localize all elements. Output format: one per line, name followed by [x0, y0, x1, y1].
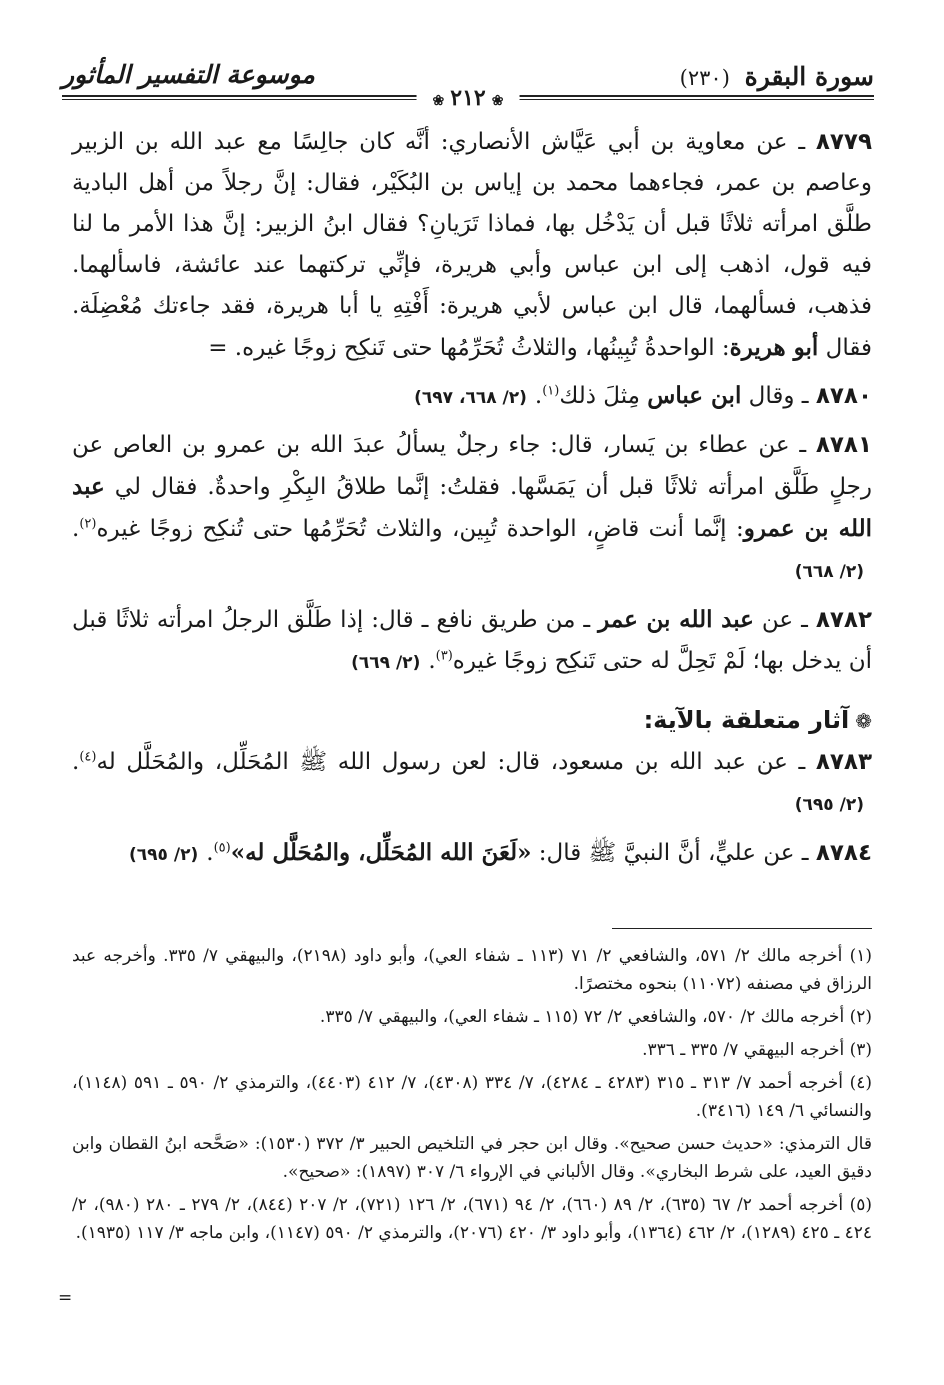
volume-reference: (٢/ ٦٦٩) [351, 653, 421, 673]
narration-8784 [72, 832, 872, 876]
sura-title: سورة البقرة [744, 62, 874, 91]
footnote-mark: (٤) [849, 1073, 872, 1093]
flower-icon: ❁ [855, 709, 872, 733]
footnote-4 [72, 1069, 872, 1125]
narration-8780 [72, 375, 872, 419]
footnote-5 [72, 1191, 872, 1247]
narration-text: ـ عن عبد الله بن مسعود، قال: لعن رسول الله ﷺ المُحَلِّل، والمُحَلَّل له [96, 749, 816, 775]
narration-text: : الواحدةُ تُبِينُها، والثلاثُ تُحَرِّمُها حتى تَنكِح زوجًا غيره. = [208, 335, 730, 361]
narration-text: ـ عن معاوية بن أبي عَيَّاش الأنصاري: أنَّه كان جالِسًا مع عبد الله بن الزبير وعاصم بن عمر، فجاءهما محمد بن إياس بن البُكَيْر، فقال: إنَّ رجلاً من أهل البادية طلَّق امرأته ثلاثًا قبل أن يَدْخُل بها، فماذا تَرَيانِ؟ فقال ابنُ الزبير: إنَّ هذا الأمر ما لنا فيه قول، اذهب إلى ابن عباس وأبي هريرة، فإنِّي تركتهما عند عائشة، فاسألهما. فذهب، فسألهما، قال ابن عباس لأبي هريرة: أَفْتِهِ يا أبا هريرة، فقد جاءتك مُعْضِلَة. فقال [72, 129, 872, 361]
footnote-marker[interactable]: (٤) [79, 749, 97, 765]
page-number-box [417, 85, 520, 111]
narration-8781 [72, 425, 872, 593]
footnote-mark: (١) [849, 946, 872, 966]
narration-number: ٨٧٨٠ [815, 383, 872, 409]
ornament-icon: ❀ [491, 93, 504, 109]
narration-number: ٨٧٧٩ [815, 129, 872, 155]
narration-text: ـ عن [753, 607, 816, 633]
footnote-separator [612, 928, 872, 929]
section-heading [72, 706, 872, 734]
narrator-name: أبو هريرة [729, 334, 819, 361]
footnote-marker[interactable]: (٥) [213, 840, 231, 856]
footnote-marker[interactable]: (١) [542, 383, 560, 399]
footnote-mark: (٢) [849, 1007, 872, 1027]
running-header [62, 52, 874, 112]
narration-text: ـ عن عليٍّ، أنَّ النبيَّ ﷺ قال: [531, 840, 816, 866]
narration-number: ٨٧٨٢ [815, 607, 873, 633]
narration-number: ٨٧٨١ [815, 432, 872, 458]
footnote-mark: (٣) [849, 1040, 872, 1060]
footnotes [72, 942, 872, 1252]
footnote-text: أخرجه أحمد ٢/ ٦٧ (٦٣٥)، ٢/ ٨٩ (٦٦٠)، ٢/ ٩٤ (٦٧١)، ٢/ ١٢٦ (٧٢١)، ٢/ ٢٠٧ (٨٤٤)، ٢/ ٢٧٩ ـ ٢٨٠ (٩٨٠)، ٢/ ٤٢٤ ـ ٤٢٥ (١٢٨٩)، ٢/ ٤٦٢ (١٣٦٤)، وأبو داود ٣/ ٤٢٠ (٢٠٧٦)، والترمذي ٢/ ٥٩٠ (١١٤٧)، وابن ماجه ٣/ ١١٧ (١٩٣٥). [72, 1195, 872, 1243]
footnote-text: أخرجه أحمد ٧/ ٣١٣ ـ ٣١٥ (٤٢٨٣ ـ ٤٢٨٤)، ٧/ ٣٣٤ (٤٣٠٨)، ٧/ ٤١٢ (٤٤٠٣)، والترمذي ٢/ ٥٩٠ ـ ٥٩١ (١١٤٨)، والنسائي ٦/ ١٤٩ (٣٤١٦). [72, 1073, 872, 1121]
narration-text: ـ من طريق نافع ـ قال: إذا طَلَّق الرجلُ امرأته ثلاثًا قبل أن يدخل بها؛ لَمْ تَحِلَّ له حتى تَنكِح زوجًا غيره [72, 607, 872, 674]
period: . [72, 749, 80, 775]
narration-text: ـ وقال [741, 383, 816, 409]
narration-8779 [72, 122, 872, 369]
period: . [534, 383, 543, 409]
narration-text: : إنَّما أنت قاضٍ، الواحدة تُبِين، والثلاث تُحَرِّمُها حتى تُنكِح زوجًا غيره [96, 516, 744, 542]
main-text [72, 122, 872, 882]
narrator-name: عبد الله بن عمرو [72, 473, 873, 542]
footnote-text: أخرجه مالك ٢/ ٥٧٠، والشافعي ٢/ ٧٢ (١١٥ ـ شفاء العي)، والبيهقي ٧/ ٣٣٥. [319, 1007, 845, 1027]
verse-number: (٢٣٠) [679, 66, 730, 90]
narration-text: ـ عن عطاء بن يَسار، قال: جاء رجلٌ يسألُ عبدَ الله بن عمرو بن العاص عن رجلٍ طَلَّق امرأته ثلاثًا قبل أن يَمَسَّها. فقلتُ: إنَّما طلاقُ البِكْرِ واحدةٌ. فقال لي [72, 432, 872, 500]
narrator-name: ابن عباس [647, 382, 742, 409]
narrator-name: عبد الله بن عمر [598, 606, 754, 633]
footnote-mark: (٥) [849, 1195, 872, 1215]
footnote-2 [72, 1003, 872, 1031]
narration-text: مِثلَ ذلك [559, 383, 648, 409]
volume-reference: (٢/ ٦٦٨، ٦٩٧) [414, 388, 527, 408]
continuation-mark: = [58, 1288, 73, 1308]
ornament-icon: ❀ [432, 93, 445, 109]
narration-8782 [72, 599, 872, 684]
volume-reference: (٢/ ٦٩٥) [129, 845, 199, 865]
footnote-text: أخرجه البيهقي ٧/ ٣٣٥ ـ ٣٣٦. [642, 1040, 845, 1060]
period: . [206, 840, 214, 866]
volume-reference: (٢/ ٦٩٥) [794, 795, 864, 815]
period: . [72, 516, 80, 542]
footnote-3 [72, 1036, 872, 1064]
page-number: ٢١٢ [450, 85, 486, 111]
section-title: آثار متعلقة بالآية: [643, 706, 850, 734]
narration-number: ٨٧٨٤ [815, 840, 872, 866]
book-title: موسوعة التفسير المأثور [62, 60, 315, 89]
narration-8783 [72, 742, 872, 826]
footnote-marker[interactable]: (٣) [435, 648, 453, 664]
volume-reference: (٢/ ٦٦٨) [794, 562, 864, 582]
footnote-4-comment [72, 1130, 872, 1186]
narration-number: ٨٧٨٣ [815, 749, 872, 775]
footnote-marker[interactable]: (٢) [79, 516, 97, 532]
period: . [428, 648, 436, 674]
hadith-quote: «لَعَنَ الله المُحَلِّل، والمُحَلَّل له» [230, 839, 532, 866]
footnote-1 [72, 942, 872, 998]
footnote-text: أخرجه مالك ٢/ ٥٧١، والشافعي ٢/ ٧١ (١١٣ ـ شفاء العي)، وأبو داود (٢١٩٨)، والبيهقي ٧/ ٣٣٥. وأخرجه عبد الرزاق في مصنفه (١١٠٧٢) بنحوه مختصرًا. [72, 946, 872, 994]
sura-heading [680, 62, 874, 91]
footnote-text: قال الترمذي: «حديث حسن صحيح». وقال ابن حجر في التلخيص الحبير ٣/ ٣٧٢ (١٥٣٠): «صَحَّحه ابنُ القطان وابن دقيق العيد، على شرط البخاري». وقال الألباني في الإرواء ٦/ ٣٠٧ (١٨٩٧): «صحيح». [72, 1134, 872, 1182]
